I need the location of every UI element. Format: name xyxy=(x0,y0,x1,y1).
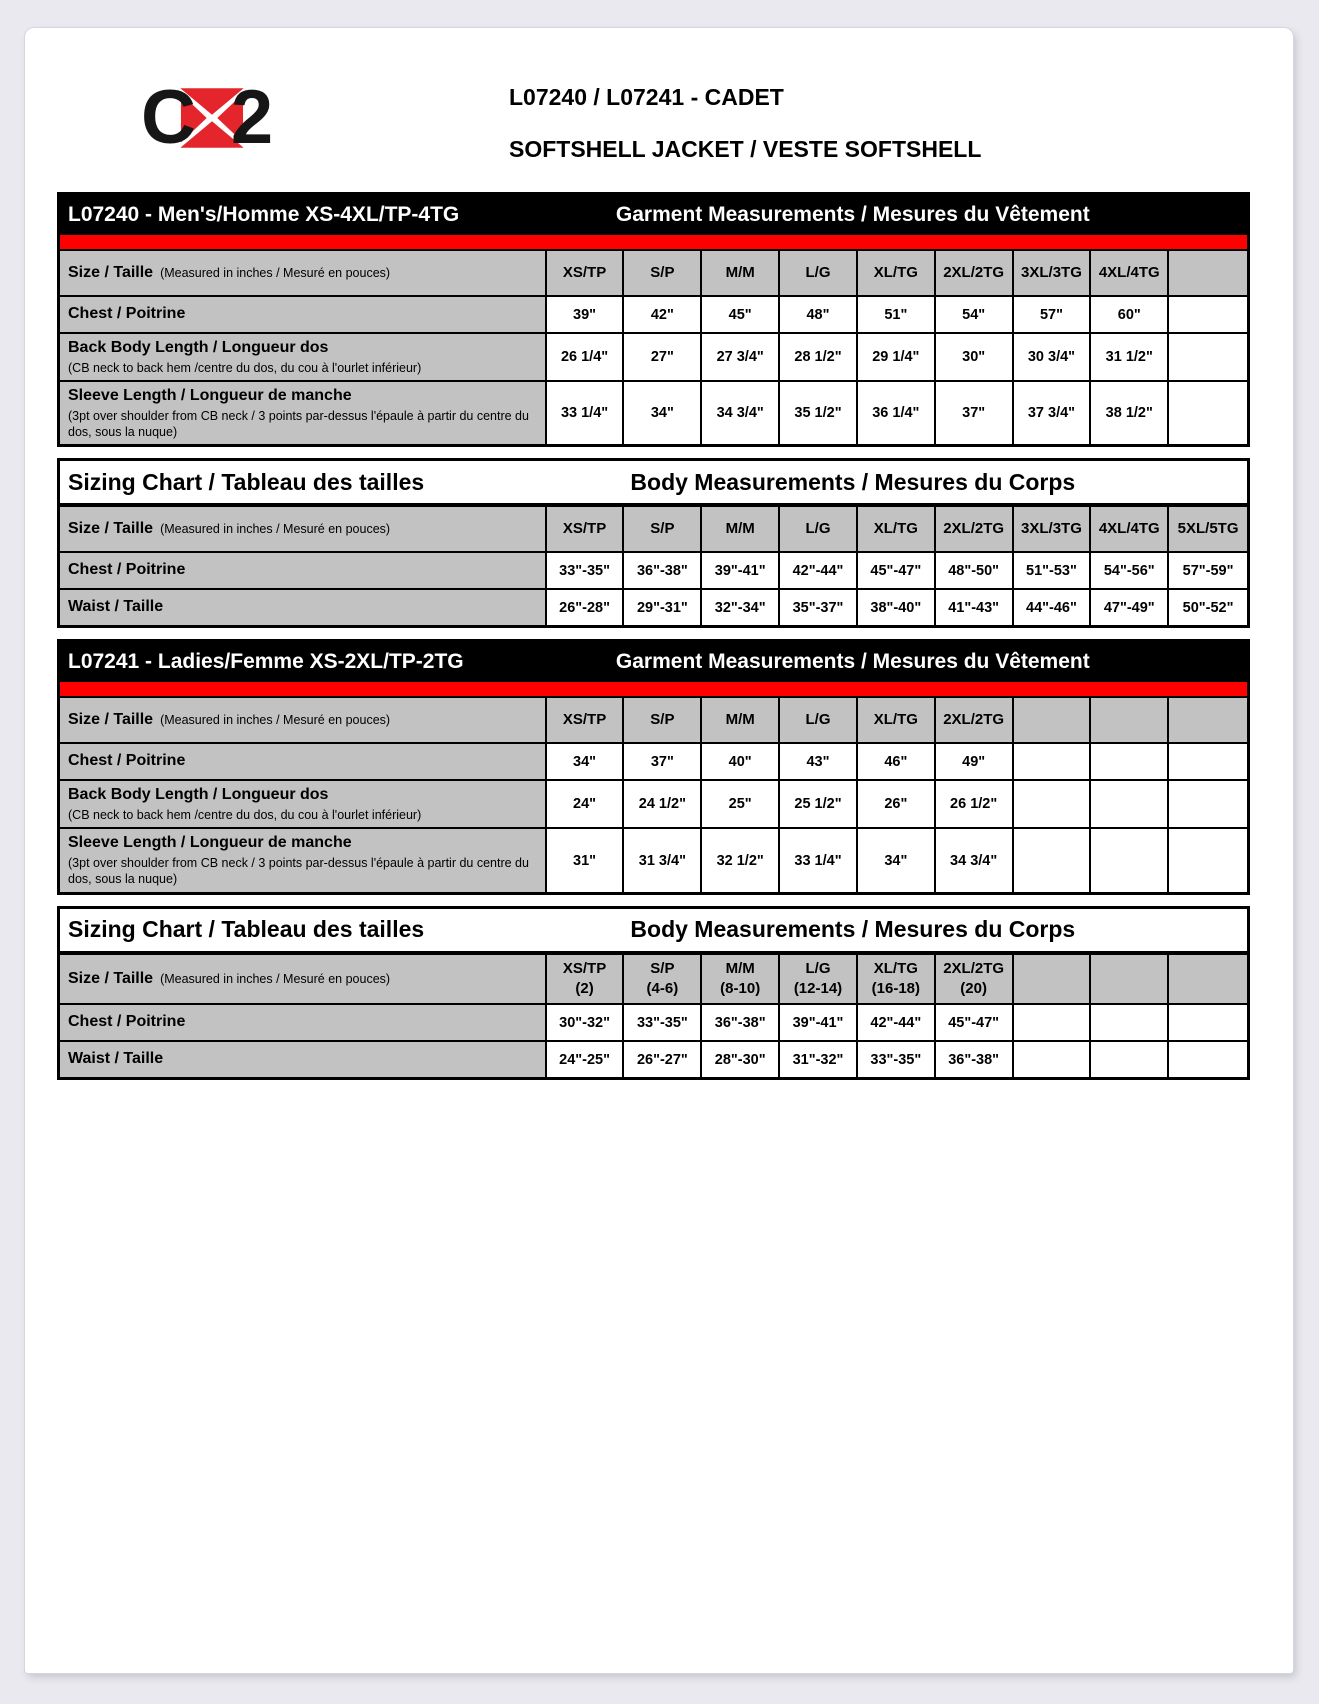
masthead xyxy=(25,75,1293,164)
size-name: 3XL/3TG xyxy=(1021,520,1082,538)
size-cell xyxy=(780,251,858,295)
row-label: Back Body Length / Longueur dos xyxy=(68,339,329,356)
size-cell xyxy=(624,955,702,1004)
value-cell: 54" xyxy=(936,297,1014,332)
size-name: M/M xyxy=(725,263,755,281)
value-cell: 25 1/2" xyxy=(780,781,858,827)
row-label-cell xyxy=(60,382,547,444)
value-cell: 42" xyxy=(624,297,702,332)
size-label-cell xyxy=(60,955,547,1004)
table-row xyxy=(60,588,1247,625)
row-label-note: (CB neck to back hem /centre du dos, du cou à l'ourlet inférieur) xyxy=(68,360,422,375)
size-name: XS/TP xyxy=(562,959,607,977)
spec-sheet-page xyxy=(25,28,1293,1673)
size-cell xyxy=(702,251,780,295)
value-cell: 26"-27" xyxy=(624,1042,702,1077)
size-name: M/M xyxy=(725,959,755,977)
size-cell xyxy=(1014,698,1092,742)
measurement-type-label: Garment Measurements / Mesures du Vêtement xyxy=(615,650,1090,674)
size-cell xyxy=(1169,251,1247,295)
value-cell: 42"-44" xyxy=(858,1005,936,1040)
value-cell: 34 3/4" xyxy=(936,829,1014,891)
value-cell: 57"-59" xyxy=(1169,553,1247,588)
value-cell: 39"-41" xyxy=(702,553,780,588)
size-header-row xyxy=(60,696,1247,742)
value-cell: 51"-53" xyxy=(1014,553,1092,588)
size-cell xyxy=(624,251,702,295)
size-sub-label: (4-6) xyxy=(646,979,679,997)
size-name: XL/TG xyxy=(873,263,918,281)
size-name: L/G xyxy=(805,711,831,729)
value-cell: 34" xyxy=(547,744,625,779)
row-label-cell xyxy=(60,829,547,891)
size-tables xyxy=(57,192,1250,1080)
size-label-cell xyxy=(60,507,547,551)
table-title-row xyxy=(60,461,1247,505)
size-name: XS/TP xyxy=(562,711,607,729)
value-cell: 29 1/4" xyxy=(858,334,936,380)
value-cell: 26" xyxy=(858,781,936,827)
value-cell: 35"-37" xyxy=(780,590,858,625)
size-name: XS/TP xyxy=(562,263,607,281)
value-cell: 33 1/4" xyxy=(547,382,625,444)
size-cell xyxy=(858,955,936,1004)
size-label-cell xyxy=(60,251,547,295)
value-cell: 25" xyxy=(702,781,780,827)
size-label-note: (Measured in inches / Mesuré en pouces) xyxy=(160,971,391,986)
value-cell: 26"-28" xyxy=(547,590,625,625)
size-header-row xyxy=(60,249,1247,295)
value-cell: 42"-44" xyxy=(780,553,858,588)
row-label-cell xyxy=(60,590,547,625)
value-cell: 49" xyxy=(936,744,1014,779)
measurement-type-label: Body Measurements / Mesures du Corps xyxy=(630,916,1076,943)
size-label: Size / Taille (Measured in inches / Mesuré en pouces) xyxy=(68,969,391,987)
value-cell: 31" xyxy=(547,829,625,891)
value-cell: 37" xyxy=(624,744,702,779)
size-sub-label: (8-10) xyxy=(720,979,761,997)
value-cell: 38"-40" xyxy=(858,590,936,625)
size-name: 4XL/4TG xyxy=(1098,520,1160,538)
value-cell: 47"-49" xyxy=(1091,590,1169,625)
value-cell: 24" xyxy=(547,781,625,827)
value-cell: 31 1/2" xyxy=(1091,334,1169,380)
size-cell xyxy=(1169,507,1247,551)
row-label: Waist / Taille xyxy=(68,1050,164,1068)
row-label-cell xyxy=(60,744,547,779)
size-label-cell xyxy=(60,698,547,742)
mens-body-measurements xyxy=(57,458,1250,628)
value-cell: 27 3/4" xyxy=(702,334,780,380)
row-label-cell xyxy=(60,553,547,588)
size-cell xyxy=(702,955,780,1004)
table-row xyxy=(60,779,1247,827)
size-cell xyxy=(1169,698,1247,742)
value-cell: 31 3/4" xyxy=(624,829,702,891)
table-header-bar xyxy=(60,642,1247,682)
size-header-row xyxy=(60,505,1247,551)
value-cell: 33 1/4" xyxy=(780,829,858,891)
size-cell xyxy=(702,507,780,551)
row-label: Sleeve Length / Longueur de manche xyxy=(68,387,352,405)
logo-letter-2: 2 xyxy=(230,75,271,160)
size-cell xyxy=(858,698,936,742)
value-cell xyxy=(1169,1005,1247,1040)
row-label-cell xyxy=(60,334,547,380)
value-cell xyxy=(1169,1042,1247,1077)
size-cell xyxy=(936,251,1014,295)
size-name: 4XL/4TG xyxy=(1098,263,1160,281)
size-cell xyxy=(1091,251,1169,295)
value-cell: 37 3/4" xyxy=(1014,382,1092,444)
value-cell xyxy=(1014,781,1092,827)
value-cell xyxy=(1014,744,1092,779)
value-cell: 45"-47" xyxy=(858,553,936,588)
value-cell xyxy=(1091,781,1169,827)
size-cell xyxy=(780,698,858,742)
value-cell xyxy=(1169,334,1247,380)
size-name: L/G xyxy=(805,959,831,977)
size-cell xyxy=(936,955,1014,1004)
row-label-cell xyxy=(60,781,547,827)
product-code-label: L07241 - Ladies/Femme XS-2XL/TP-2TG xyxy=(68,650,464,674)
value-cell: 31"-32" xyxy=(780,1042,858,1077)
measurement-type-label: Body Measurements / Mesures du Corps xyxy=(630,468,1076,495)
value-cell: 30"-32" xyxy=(547,1005,625,1040)
logo-letter-c: C xyxy=(141,75,193,160)
value-cell xyxy=(1169,744,1247,779)
red-accent-stripe xyxy=(60,682,1247,696)
table-row xyxy=(60,332,1247,380)
size-cell xyxy=(936,507,1014,551)
size-cell xyxy=(624,698,702,742)
size-name: M/M xyxy=(725,520,755,538)
red-accent-stripe xyxy=(60,235,1247,249)
value-cell: 38 1/2" xyxy=(1091,382,1169,444)
value-cell: 48" xyxy=(780,297,858,332)
value-cell: 45"-47" xyxy=(936,1005,1014,1040)
product-name-title: SOFTSHELL JACKET / VESTE SOFTSHELL xyxy=(509,136,982,162)
row-label-note: (3pt over shoulder from CB neck / 3 points par-dessus l'épaule à partir du centre du dos, sous la nuque) xyxy=(68,408,529,440)
value-cell: 34" xyxy=(624,382,702,444)
size-label: Size / Taille (Measured in inches / Mesuré en pouces) xyxy=(68,710,391,728)
size-cell xyxy=(702,698,780,742)
row-label: Chest / Poitrine xyxy=(68,1013,186,1031)
size-header-row xyxy=(60,953,1247,1004)
value-cell: 24"-25" xyxy=(547,1042,625,1077)
size-name: 2XL/2TG xyxy=(943,263,1005,281)
size-cell xyxy=(1091,698,1169,742)
size-cell xyxy=(547,698,625,742)
value-cell: 57" xyxy=(1014,297,1092,332)
value-cell: 26 1/4" xyxy=(547,334,625,380)
table-row xyxy=(60,1003,1247,1040)
row-label: Chest / Poitrine xyxy=(68,561,186,579)
value-cell xyxy=(1014,829,1092,891)
size-name: S/P xyxy=(650,711,675,729)
size-name: L/G xyxy=(805,263,831,281)
size-cell xyxy=(858,251,936,295)
size-name: 2XL/2TG xyxy=(943,959,1005,977)
row-label-cell xyxy=(60,297,547,332)
size-name: 2XL/2TG xyxy=(943,711,1005,729)
value-cell: 36 1/4" xyxy=(858,382,936,444)
size-name: XL/TG xyxy=(873,959,918,977)
size-cell xyxy=(1169,955,1247,1004)
size-name: XL/TG xyxy=(873,520,918,538)
size-label-note: (Measured in inches / Mesuré en pouces) xyxy=(160,265,391,280)
size-name: XL/TG xyxy=(873,711,918,729)
size-name: XS/TP xyxy=(562,520,607,538)
table-row xyxy=(60,742,1247,779)
value-cell: 54"-56" xyxy=(1091,553,1169,588)
value-cell: 48"-50" xyxy=(936,553,1014,588)
value-cell: 37" xyxy=(936,382,1014,444)
table-header-bar xyxy=(60,195,1247,235)
size-cell xyxy=(1091,955,1169,1004)
row-label: Back Body Length / Longueur dos xyxy=(68,786,329,804)
row-label-cell xyxy=(60,1042,547,1077)
value-cell: 28"-30" xyxy=(702,1042,780,1077)
table-row xyxy=(60,380,1247,444)
value-cell xyxy=(1014,1005,1092,1040)
size-cell xyxy=(1091,507,1169,551)
table-row xyxy=(60,1040,1247,1077)
value-cell: 32"-34" xyxy=(702,590,780,625)
size-cell xyxy=(1014,507,1092,551)
size-name: L/G xyxy=(805,520,831,538)
value-cell: 33"-35" xyxy=(547,553,625,588)
size-name: S/P xyxy=(650,959,675,977)
value-cell: 46" xyxy=(858,744,936,779)
value-cell xyxy=(1169,382,1247,444)
value-cell: 32 1/2" xyxy=(702,829,780,891)
size-cell xyxy=(547,251,625,295)
value-cell: 33"-35" xyxy=(858,1042,936,1077)
size-cell xyxy=(1014,251,1092,295)
size-label: Size / Taille (Measured in inches / Mesuré en pouces) xyxy=(68,519,391,537)
row-label-note: (3pt over shoulder from CB neck / 3 points par-dessus l'épaule à partir du centre du dos, sous la nuque) xyxy=(68,856,529,887)
value-cell xyxy=(1169,297,1247,332)
value-cell: 29"-31" xyxy=(624,590,702,625)
value-cell xyxy=(1091,1042,1169,1077)
size-cell xyxy=(624,507,702,551)
row-label: Chest / Poitrine xyxy=(68,752,186,770)
value-cell: 41"-43" xyxy=(936,590,1014,625)
sizing-chart-label: Sizing Chart / Tableau des tailles xyxy=(68,468,425,495)
value-cell: 45" xyxy=(702,297,780,332)
size-cell xyxy=(780,955,858,1004)
value-cell: 40" xyxy=(702,744,780,779)
value-cell xyxy=(1014,1042,1092,1077)
size-name: 3XL/3TG xyxy=(1021,263,1082,281)
value-cell: 30 3/4" xyxy=(1014,334,1092,380)
mens-garment-measurements xyxy=(57,192,1250,447)
size-name: S/P xyxy=(650,520,675,538)
cx2-logo xyxy=(141,75,271,160)
size-cell xyxy=(547,507,625,551)
size-label-note: (Measured in inches / Mesuré en pouces) xyxy=(160,712,391,727)
value-cell: 35 1/2" xyxy=(780,382,858,444)
value-cell: 60" xyxy=(1091,297,1169,332)
sizing-chart-label: Sizing Chart / Tableau des tailles xyxy=(68,916,425,943)
size-name: M/M xyxy=(725,711,755,729)
size-cell xyxy=(780,507,858,551)
size-name: 5XL/5TG xyxy=(1177,520,1239,538)
value-cell: 36"-38" xyxy=(702,1005,780,1040)
value-cell: 39" xyxy=(547,297,625,332)
size-cell xyxy=(858,507,936,551)
value-cell: 26 1/2" xyxy=(936,781,1014,827)
value-cell: 27" xyxy=(624,334,702,380)
table-row xyxy=(60,551,1247,588)
ladies-body-measurements xyxy=(57,906,1250,1081)
value-cell: 30" xyxy=(936,334,1014,380)
size-cell xyxy=(936,698,1014,742)
value-cell xyxy=(1091,829,1169,891)
value-cell: 44"-46" xyxy=(1014,590,1092,625)
product-code-title: L07240 / L07241 - CADET xyxy=(509,84,784,110)
row-label-cell xyxy=(60,1005,547,1040)
product-code-label: L07240 - Men's/Homme XS-4XL/TP-4TG xyxy=(68,203,460,226)
row-label: Sleeve Length / Longueur de manche xyxy=(68,834,352,852)
size-cell xyxy=(1014,955,1092,1004)
size-sub-label: (20) xyxy=(960,979,987,997)
value-cell: 43" xyxy=(780,744,858,779)
size-sub-label: (12-14) xyxy=(793,979,843,997)
size-name: S/P xyxy=(650,263,675,281)
size-name: 2XL/2TG xyxy=(943,520,1005,538)
value-cell: 51" xyxy=(858,297,936,332)
value-cell xyxy=(1091,1005,1169,1040)
value-cell: 28 1/2" xyxy=(780,334,858,380)
row-label-note: (CB neck to back hem /centre du dos, du cou à l'ourlet inférieur) xyxy=(68,808,422,823)
table-row xyxy=(60,295,1247,332)
value-cell: 34" xyxy=(858,829,936,891)
value-cell: 36"-38" xyxy=(936,1042,1014,1077)
size-label: Size / Taille (Measured in inches / Mesuré en pouces) xyxy=(68,263,391,281)
document-titles xyxy=(509,84,981,163)
table-title-row xyxy=(60,909,1247,953)
size-sub-label: (16-18) xyxy=(871,979,920,997)
size-cell xyxy=(547,955,625,1004)
size-sub-label: (2) xyxy=(575,979,594,997)
row-label: Waist / Taille xyxy=(68,598,164,616)
value-cell: 33"-35" xyxy=(624,1005,702,1040)
value-cell xyxy=(1169,829,1247,891)
value-cell: 34 3/4" xyxy=(702,382,780,444)
ladies-garment-measurements xyxy=(57,639,1250,894)
value-cell: 39"-41" xyxy=(780,1005,858,1040)
value-cell: 36"-38" xyxy=(624,553,702,588)
value-cell: 24 1/2" xyxy=(624,781,702,827)
row-label: Chest / Poitrine xyxy=(68,305,186,323)
value-cell: 50"-52" xyxy=(1169,590,1247,625)
value-cell xyxy=(1091,744,1169,779)
measurement-type-label: Garment Measurements / Mesures du Vêtement xyxy=(615,203,1090,226)
value-cell xyxy=(1169,781,1247,827)
size-label-note: (Measured in inches / Mesuré en pouces) xyxy=(160,521,391,536)
table-row xyxy=(60,827,1247,891)
